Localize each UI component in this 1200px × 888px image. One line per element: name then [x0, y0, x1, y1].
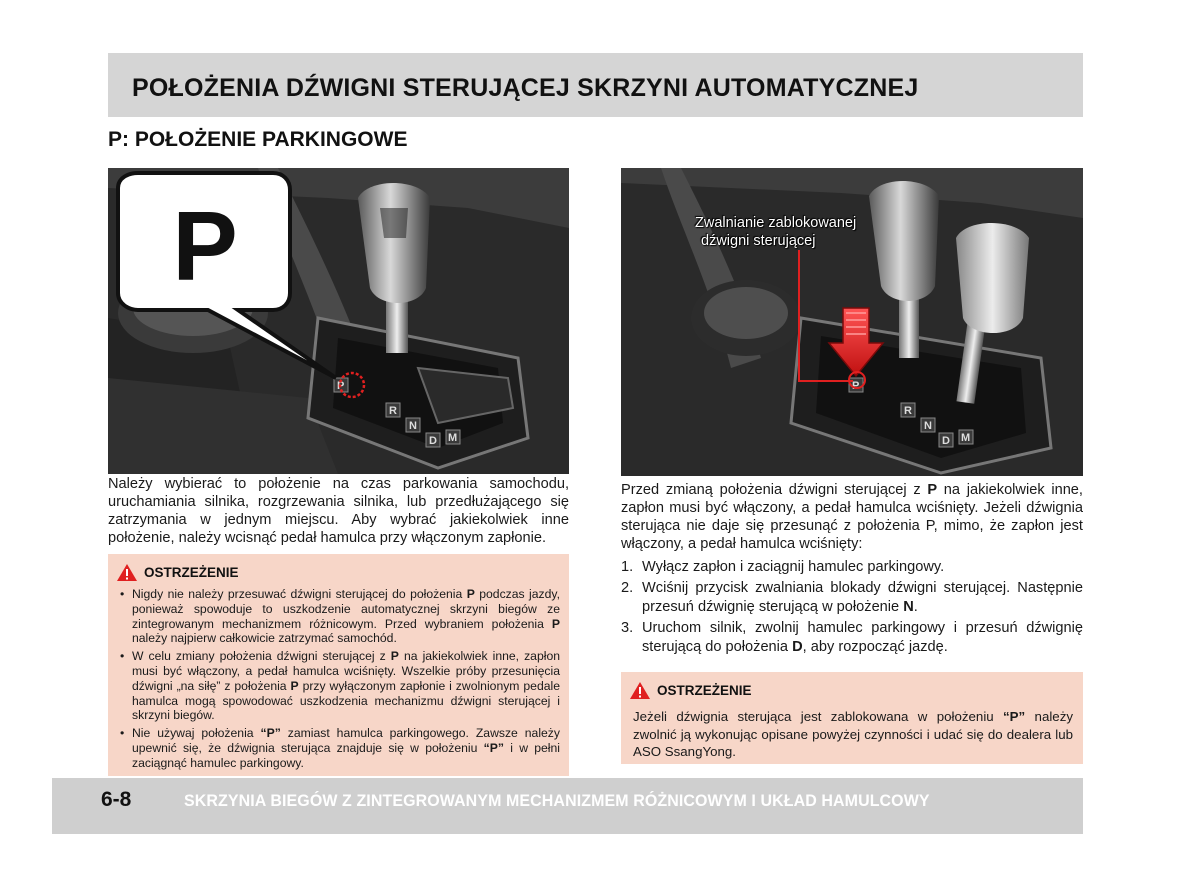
- release-callout-line-2: dźwigni sterującej: [701, 233, 816, 249]
- gate-label-m: M: [961, 432, 971, 444]
- step-item: 3. Uruchom silnik, zwolnij hamulec parkingowy i przesuń dźwignię sterującą do położenia D, aby rozpocząć jazdę.: [621, 620, 1083, 655]
- shift-lock-description: Przed zmianą położenia dźwigni sterującej z P na jakiekolwiek inne, zapłon musi być włączony, a pedał hamulca wciśnięty. Jeżeli dźwignia sterująca nie daje się przesunąć z położenia P, mimo, że zapłon jest włączony, a pedał hamulca wciśnięty:: [621, 482, 1083, 552]
- page-footer: [52, 778, 1083, 834]
- warning-heading: [629, 681, 752, 700]
- p-badge-letter: P: [172, 191, 238, 301]
- page-number: 6-8: [101, 788, 132, 811]
- warning-heading: [116, 563, 239, 582]
- warning-item: • Nie używaj położenia “P” zamiast hamulca parkingowego. Zawsze należy upewnić się, że dźwignia sterująca znajduje się w położeniu “P” i w pełni zaciągnąć hamulec parkingowy.: [118, 726, 560, 770]
- gear-lever-illustration: [108, 168, 569, 474]
- page-title: POŁOŻENIA DŹWIGNI STERUJĄCEJ SKRZYNI AUTOMATYCZNEJ: [132, 74, 919, 102]
- warning-box-right: [621, 672, 1083, 764]
- warning-item: • W celu zmiany położenia dźwigni sterującej z P na jakiekolwiek inne, zapłon musi być włączony, a pedał hamulca wciśnięty. Wszelkie próby przesunięcia dźwigni „na siłę” z położenia P przy wyłączonym zapłonie i zwolnionym pedale hamulca mogą spowodować uszkodzenia mechanizmu dźwigni sterującej i skrzyni biegów.: [118, 649, 560, 723]
- release-callout-line-1: Zwalnianie zablokowanej: [695, 215, 857, 231]
- warning-text: Jeżeli dźwignia sterująca jest zablokowana w położeniu “P” należy zwolnić ją wykonując opisane powyżej czynności i udać się do dealera lub ASO SsangYong.: [633, 709, 1073, 759]
- gear-lever-photo-release: [621, 168, 1083, 476]
- section-title: P: POŁOŻENIE PARKINGOWE: [108, 128, 408, 151]
- gate-label-p: P: [337, 380, 345, 392]
- gate-label-n: N: [409, 420, 417, 432]
- step-item: 1. Wyłącz zapłon i zaciągnij hamulec parkingowy.: [621, 559, 945, 575]
- gate-label-p: P: [852, 380, 860, 392]
- gate-label-r: R: [389, 405, 397, 417]
- warning-triangle-icon: [629, 681, 651, 700]
- release-steps-list: [621, 558, 1083, 659]
- warning-label: OSTRZEŻENIE: [657, 683, 752, 698]
- step-item: 2. Wciśnij przycisk zwalniania blokady dźwigni sterującej. Następnie przesuń dźwignię sterującą w położenie N.: [621, 580, 1083, 615]
- release-callout-label: [695, 214, 856, 250]
- warning-item: • Nigdy nie należy przesuwać dźwigni sterującej do położenia P podczas jazdy, ponieważ spowoduje to uszkodzenie automatycznej skrzyni biegów ze zintegrowanym mechanizmem różnicowym. Przed wybraniem położenia P należy najpierw całkowicie zatrzymać samochód.: [118, 587, 560, 646]
- warning-box-left: [108, 554, 569, 776]
- gate-label-d: D: [429, 435, 437, 447]
- warning-label: OSTRZEŻENIE: [144, 565, 239, 580]
- warning-list: [118, 587, 560, 774]
- gear-lever-photo-p-position: [108, 168, 569, 474]
- gate-label-n: N: [924, 420, 932, 432]
- gate-label-d: D: [942, 435, 950, 447]
- page-header-bar: [108, 53, 1083, 117]
- gate-label-m: M: [448, 432, 458, 444]
- p-position-description: Należy wybierać to położenie na czas parkowania samochodu, uruchamiania silnika, rozgrzewania silnika, lub przedłużającego się zatrzymania w jednym miejscu. Aby wybrać jakiekolwiek inne położenie, należy wcisnąć pedał hamulca przy włączonym zapłonie.: [108, 476, 569, 546]
- gate-label-r: R: [904, 405, 912, 417]
- warning-triangle-icon: [116, 563, 138, 582]
- chapter-title: SKRZYNIA BIEGÓW Z ZINTEGROWANYM MECHANIZMEM RÓŻNICOWYM I UKŁAD HAMULCOWY: [184, 791, 930, 810]
